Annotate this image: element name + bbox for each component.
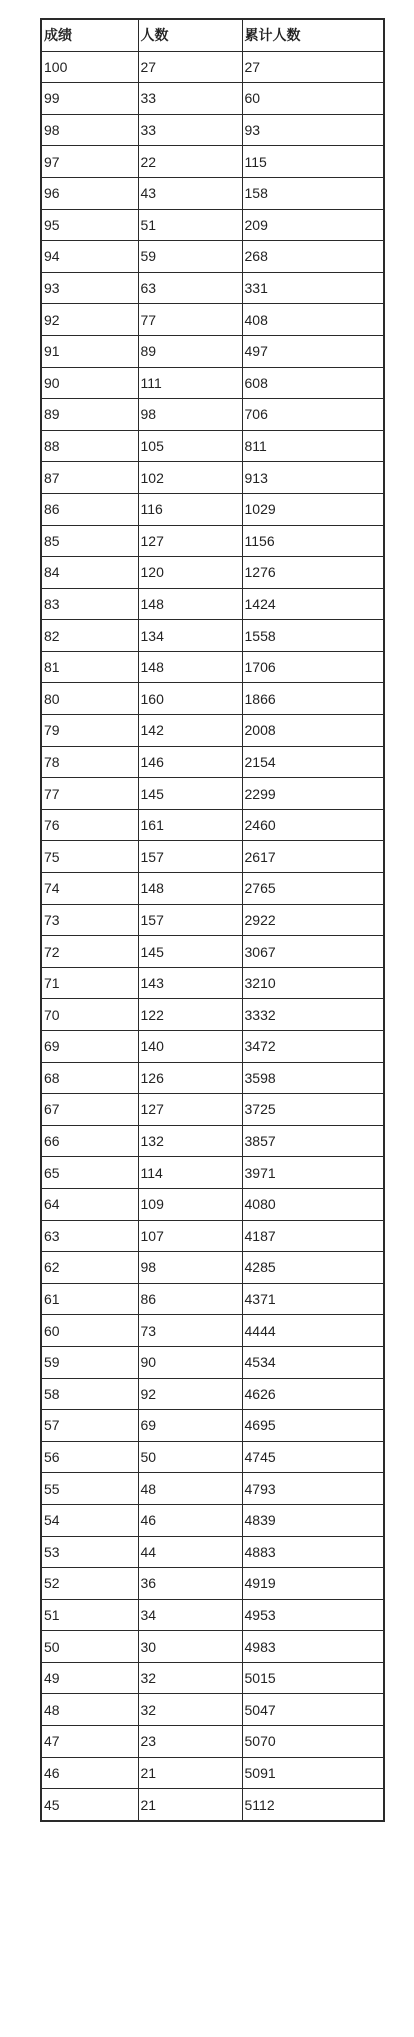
table-row [41, 651, 384, 683]
cell-cumulative-count: 1558 [242, 620, 384, 652]
cell-cumulative-count: 4839 [242, 1504, 384, 1536]
table-row [41, 809, 384, 841]
cell-cumulative-count: 5047 [242, 1694, 384, 1726]
table-row [41, 1346, 384, 1378]
cell-count: 114 [138, 1157, 242, 1189]
cell-count: 51 [138, 209, 242, 241]
cell-cumulative-count: 4883 [242, 1536, 384, 1568]
table-row [41, 1410, 384, 1442]
cell-count: 36 [138, 1568, 242, 1600]
cell-count: 30 [138, 1631, 242, 1663]
cell-cumulative-count: 4745 [242, 1441, 384, 1473]
cell-score: 66 [41, 1125, 138, 1157]
cell-cumulative-count: 2765 [242, 873, 384, 905]
table-row [41, 1694, 384, 1726]
table-row [41, 1473, 384, 1505]
table-row [41, 1220, 384, 1252]
table-row [41, 1094, 384, 1126]
cell-count: 27 [138, 51, 242, 83]
cell-score: 46 [41, 1757, 138, 1789]
table-row [41, 1441, 384, 1473]
cell-count: 21 [138, 1789, 242, 1821]
cell-cumulative-count: 2922 [242, 904, 384, 936]
cell-cumulative-count: 3210 [242, 967, 384, 999]
cell-count: 148 [138, 873, 242, 905]
cell-cumulative-count: 3332 [242, 999, 384, 1031]
cell-score: 56 [41, 1441, 138, 1473]
table-row [41, 1568, 384, 1600]
cell-count: 142 [138, 715, 242, 747]
table-row [41, 683, 384, 715]
cell-score: 54 [41, 1504, 138, 1536]
cell-score: 63 [41, 1220, 138, 1252]
cell-score: 72 [41, 936, 138, 968]
table-row [41, 1631, 384, 1663]
table-row [41, 525, 384, 557]
cell-score: 70 [41, 999, 138, 1031]
table-row [41, 841, 384, 873]
table-row [41, 1726, 384, 1758]
cell-cumulative-count: 913 [242, 462, 384, 494]
score-distribution-table [40, 18, 385, 1822]
cell-count: 120 [138, 557, 242, 589]
cell-count: 33 [138, 114, 242, 146]
cell-count: 107 [138, 1220, 242, 1252]
cell-cumulative-count: 4187 [242, 1220, 384, 1252]
cell-count: 157 [138, 841, 242, 873]
cell-cumulative-count: 2617 [242, 841, 384, 873]
cell-count: 21 [138, 1757, 242, 1789]
cell-score: 83 [41, 588, 138, 620]
cell-score: 60 [41, 1315, 138, 1347]
cell-score: 59 [41, 1346, 138, 1378]
table-row [41, 1031, 384, 1063]
cell-cumulative-count: 115 [242, 146, 384, 178]
table-row [41, 462, 384, 494]
table-row [41, 1283, 384, 1315]
cell-count: 32 [138, 1662, 242, 1694]
cell-cumulative-count: 3857 [242, 1125, 384, 1157]
cell-score: 96 [41, 177, 138, 209]
cell-cumulative-count: 3971 [242, 1157, 384, 1189]
header-cumulative-count: 累计人数 [242, 19, 384, 51]
cell-score: 58 [41, 1378, 138, 1410]
cell-cumulative-count: 3598 [242, 1062, 384, 1094]
cell-cumulative-count: 2460 [242, 809, 384, 841]
cell-count: 140 [138, 1031, 242, 1063]
cell-score: 98 [41, 114, 138, 146]
cell-cumulative-count: 5091 [242, 1757, 384, 1789]
table-row [41, 873, 384, 905]
cell-cumulative-count: 1706 [242, 651, 384, 683]
cell-score: 92 [41, 304, 138, 336]
cell-count: 146 [138, 746, 242, 778]
cell-count: 161 [138, 809, 242, 841]
cell-count: 145 [138, 936, 242, 968]
cell-cumulative-count: 1029 [242, 493, 384, 525]
cell-score: 82 [41, 620, 138, 652]
cell-cumulative-count: 3472 [242, 1031, 384, 1063]
cell-score: 97 [41, 146, 138, 178]
cell-cumulative-count: 4371 [242, 1283, 384, 1315]
cell-count: 22 [138, 146, 242, 178]
table-row [41, 904, 384, 936]
cell-score: 74 [41, 873, 138, 905]
table-header-row [41, 19, 384, 51]
cell-cumulative-count: 3067 [242, 936, 384, 968]
cell-score: 88 [41, 430, 138, 462]
cell-count: 127 [138, 1094, 242, 1126]
cell-cumulative-count: 1866 [242, 683, 384, 715]
cell-count: 98 [138, 399, 242, 431]
cell-cumulative-count: 1424 [242, 588, 384, 620]
cell-cumulative-count: 608 [242, 367, 384, 399]
cell-count: 34 [138, 1599, 242, 1631]
cell-cumulative-count: 1156 [242, 525, 384, 557]
cell-count: 145 [138, 778, 242, 810]
table-row [41, 557, 384, 589]
cell-score: 100 [41, 51, 138, 83]
table-row [41, 430, 384, 462]
cell-count: 90 [138, 1346, 242, 1378]
cell-cumulative-count: 268 [242, 241, 384, 273]
table-row [41, 1125, 384, 1157]
cell-cumulative-count: 4534 [242, 1346, 384, 1378]
cell-count: 48 [138, 1473, 242, 1505]
cell-cumulative-count: 706 [242, 399, 384, 431]
cell-count: 157 [138, 904, 242, 936]
table-row [41, 1062, 384, 1094]
cell-count: 105 [138, 430, 242, 462]
table-body [41, 51, 384, 1821]
table-row [41, 1789, 384, 1821]
cell-cumulative-count: 4983 [242, 1631, 384, 1663]
cell-count: 98 [138, 1252, 242, 1284]
cell-score: 79 [41, 715, 138, 747]
table-row [41, 1188, 384, 1220]
cell-count: 116 [138, 493, 242, 525]
cell-score: 94 [41, 241, 138, 273]
cell-score: 52 [41, 1568, 138, 1600]
cell-score: 86 [41, 493, 138, 525]
cell-score: 45 [41, 1789, 138, 1821]
table-row [41, 746, 384, 778]
cell-cumulative-count: 2299 [242, 778, 384, 810]
cell-score: 81 [41, 651, 138, 683]
table-row [41, 1536, 384, 1568]
cell-cumulative-count: 158 [242, 177, 384, 209]
cell-score: 61 [41, 1283, 138, 1315]
cell-count: 59 [138, 241, 242, 273]
cell-count: 89 [138, 335, 242, 367]
cell-count: 143 [138, 967, 242, 999]
table-row [41, 778, 384, 810]
cell-count: 32 [138, 1694, 242, 1726]
cell-score: 50 [41, 1631, 138, 1663]
table-row [41, 1757, 384, 1789]
cell-score: 91 [41, 335, 138, 367]
cell-cumulative-count: 408 [242, 304, 384, 336]
cell-count: 86 [138, 1283, 242, 1315]
table-row [41, 399, 384, 431]
table-row [41, 1315, 384, 1347]
table-row [41, 146, 384, 178]
cell-count: 92 [138, 1378, 242, 1410]
cell-score: 71 [41, 967, 138, 999]
cell-cumulative-count: 60 [242, 83, 384, 115]
table-row [41, 1599, 384, 1631]
cell-count: 69 [138, 1410, 242, 1442]
cell-count: 134 [138, 620, 242, 652]
table-row [41, 588, 384, 620]
cell-count: 23 [138, 1726, 242, 1758]
cell-cumulative-count: 4444 [242, 1315, 384, 1347]
cell-cumulative-count: 27 [242, 51, 384, 83]
cell-cumulative-count: 4695 [242, 1410, 384, 1442]
cell-cumulative-count: 4626 [242, 1378, 384, 1410]
cell-cumulative-count: 1276 [242, 557, 384, 589]
table-row [41, 1662, 384, 1694]
cell-count: 126 [138, 1062, 242, 1094]
cell-cumulative-count: 2154 [242, 746, 384, 778]
cell-cumulative-count: 4080 [242, 1188, 384, 1220]
cell-score: 53 [41, 1536, 138, 1568]
table-row [41, 304, 384, 336]
table-row [41, 999, 384, 1031]
cell-count: 160 [138, 683, 242, 715]
cell-count: 33 [138, 83, 242, 115]
cell-cumulative-count: 497 [242, 335, 384, 367]
cell-count: 46 [138, 1504, 242, 1536]
cell-cumulative-count: 4793 [242, 1473, 384, 1505]
cell-cumulative-count: 5015 [242, 1662, 384, 1694]
cell-cumulative-count: 4953 [242, 1599, 384, 1631]
cell-count: 44 [138, 1536, 242, 1568]
table-row [41, 715, 384, 747]
cell-score: 73 [41, 904, 138, 936]
cell-score: 84 [41, 557, 138, 589]
cell-score: 68 [41, 1062, 138, 1094]
cell-score: 62 [41, 1252, 138, 1284]
cell-count: 43 [138, 177, 242, 209]
table-row [41, 83, 384, 115]
table-row [41, 1157, 384, 1189]
header-count: 人数 [138, 19, 242, 51]
cell-score: 89 [41, 399, 138, 431]
cell-score: 64 [41, 1188, 138, 1220]
cell-count: 109 [138, 1188, 242, 1220]
table-row [41, 114, 384, 146]
table-row [41, 241, 384, 273]
table-row [41, 177, 384, 209]
cell-score: 77 [41, 778, 138, 810]
cell-score: 76 [41, 809, 138, 841]
cell-score: 95 [41, 209, 138, 241]
cell-score: 48 [41, 1694, 138, 1726]
cell-score: 67 [41, 1094, 138, 1126]
cell-cumulative-count: 3725 [242, 1094, 384, 1126]
cell-score: 49 [41, 1662, 138, 1694]
cell-score: 78 [41, 746, 138, 778]
table-row [41, 936, 384, 968]
table-row [41, 1378, 384, 1410]
cell-score: 80 [41, 683, 138, 715]
cell-score: 65 [41, 1157, 138, 1189]
cell-count: 132 [138, 1125, 242, 1157]
cell-count: 73 [138, 1315, 242, 1347]
cell-score: 93 [41, 272, 138, 304]
cell-cumulative-count: 93 [242, 114, 384, 146]
cell-count: 63 [138, 272, 242, 304]
cell-cumulative-count: 4919 [242, 1568, 384, 1600]
header-score: 成绩 [41, 19, 138, 51]
cell-cumulative-count: 5112 [242, 1789, 384, 1821]
cell-score: 99 [41, 83, 138, 115]
cell-count: 148 [138, 651, 242, 683]
cell-cumulative-count: 5070 [242, 1726, 384, 1758]
cell-cumulative-count: 331 [242, 272, 384, 304]
cell-score: 51 [41, 1599, 138, 1631]
cell-score: 55 [41, 1473, 138, 1505]
cell-score: 47 [41, 1726, 138, 1758]
table-row [41, 272, 384, 304]
cell-count: 122 [138, 999, 242, 1031]
cell-cumulative-count: 811 [242, 430, 384, 462]
cell-cumulative-count: 4285 [242, 1252, 384, 1284]
table-row [41, 209, 384, 241]
cell-score: 57 [41, 1410, 138, 1442]
cell-score: 75 [41, 841, 138, 873]
cell-count: 111 [138, 367, 242, 399]
table-row [41, 367, 384, 399]
cell-count: 102 [138, 462, 242, 494]
cell-cumulative-count: 2008 [242, 715, 384, 747]
cell-count: 50 [138, 1441, 242, 1473]
cell-score: 85 [41, 525, 138, 557]
cell-count: 77 [138, 304, 242, 336]
cell-count: 148 [138, 588, 242, 620]
table-row [41, 493, 384, 525]
table-row [41, 1504, 384, 1536]
cell-cumulative-count: 209 [242, 209, 384, 241]
table-row [41, 335, 384, 367]
table-row [41, 51, 384, 83]
cell-score: 87 [41, 462, 138, 494]
table-row [41, 1252, 384, 1284]
table-row [41, 967, 384, 999]
table-row [41, 620, 384, 652]
cell-count: 127 [138, 525, 242, 557]
cell-score: 69 [41, 1031, 138, 1063]
cell-score: 90 [41, 367, 138, 399]
